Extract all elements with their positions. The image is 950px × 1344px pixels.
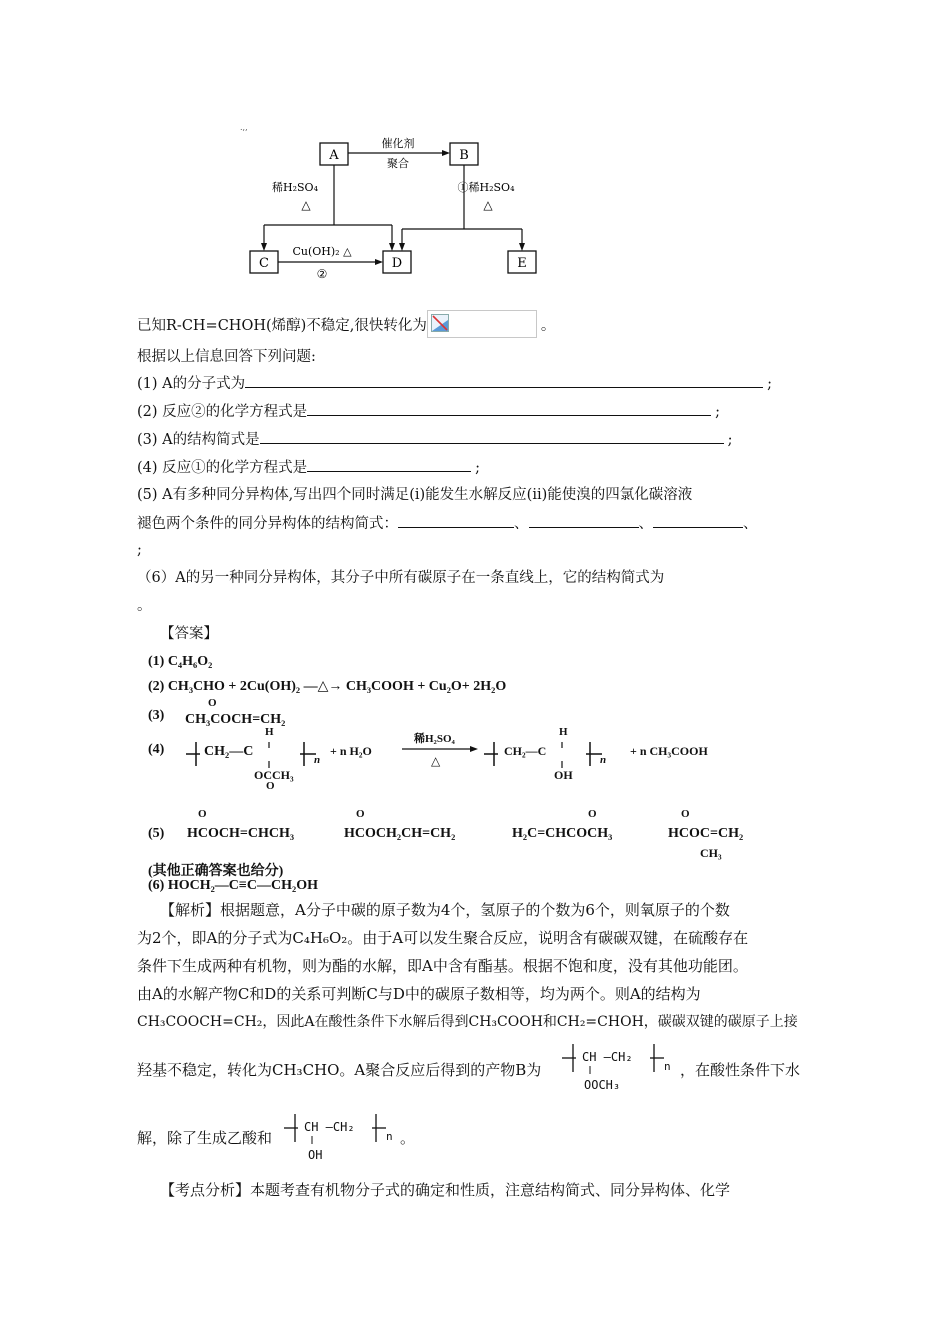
answer-4-prod-h: H: [559, 726, 568, 738]
kaodian-analysis: 【考点分析】本题考查有机物分子式的确定和性质，注意结构简式、同分异构体、化学: [160, 1181, 731, 1199]
known-prefix: 已知R-CH=CHOH(烯醇)不稳定,很快转化为: [137, 318, 427, 334]
analysis-line-4: 由A的水解产物C和D的关系可判断C与D中的碳原子数相等，均为两个。则A的结构为: [137, 985, 701, 1003]
q3-blank: [260, 429, 724, 444]
q5-blank-1: [398, 513, 514, 528]
q1-text: (1) A的分子式为: [137, 376, 246, 392]
answer-prompt: 根据以上信息回答下列问题:: [137, 349, 316, 365]
answer-4-heat: △: [431, 754, 441, 768]
answer-4: [148, 726, 748, 792]
left-heat: △: [301, 198, 311, 212]
q5-sep-2: 、: [638, 516, 653, 532]
answer-4-bracket-right: [480, 734, 620, 774]
label-d: D: [391, 256, 403, 271]
answer-3: CH₃COCH=CH₂: [185, 712, 286, 727]
answer-5-o-4: O: [681, 808, 690, 820]
q5-text: 褪色两个条件的同分异构体的结构简式：: [137, 516, 398, 532]
question-2: [137, 401, 720, 422]
label-b: B: [459, 148, 469, 163]
question-3: [137, 429, 733, 450]
answer-5-isomer-1: HCOCH=CHCH₃: [187, 826, 295, 841]
answer-4-reagent: 稀H₂SO₄: [414, 733, 455, 745]
right-reagent: ①稀H₂SO₄: [457, 181, 515, 194]
label-a: A: [329, 148, 339, 163]
answer-4-label: (4): [148, 742, 165, 757]
label-e: E: [517, 256, 527, 271]
left-reagent: 稀H₂SO₄: [272, 181, 318, 194]
polymer-b: [560, 1038, 690, 1098]
reaction-diagram: [240, 125, 570, 285]
reaction-diagram-svg: [240, 125, 570, 285]
q5-blank-2: [529, 513, 639, 528]
q5-sep-3: 、: [743, 516, 758, 532]
known-line: [137, 312, 555, 340]
answer-header: 【答案】: [160, 626, 218, 642]
answer-4-prod: CH₂—C: [504, 744, 547, 758]
question-5-line1: (5) A有多种同分异构体,写出四个同时满足(i)能发生水解反应(ii)能使溴的四氯化碳溶液: [137, 487, 693, 503]
q4-text: (4) 反应①的化学方程式是: [137, 460, 308, 476]
answer-4-arrow: [400, 744, 480, 754]
answer-4-prod-n: n: [600, 754, 607, 766]
answer-4-water: + n H₂O: [330, 744, 372, 758]
q5-blank-3: [653, 513, 743, 528]
question-5-line2: [137, 513, 758, 534]
q4-blank: [307, 457, 471, 472]
known-suffix: 。: [540, 318, 556, 334]
answer-5-isomer-4-sub: CH₃: [700, 846, 722, 860]
question-1: [137, 373, 772, 394]
analysis-line-3: 条件下生成两种有机物，则为酯的水解，即A中含有酯基。根据不饱和度，没有其他功能团。: [137, 957, 748, 975]
question-6: （6）A的另一种同分异构体，其分子中所有碳原子在一条直线上，它的结构简式为: [137, 570, 665, 586]
answer-5-o-3: O: [588, 808, 597, 820]
question-6-end: 。: [137, 598, 152, 614]
answer-3-label: (3): [148, 708, 165, 723]
answer-4-n: n: [314, 754, 321, 766]
analysis-line-6-end: ，在酸性条件下水: [680, 1061, 801, 1079]
answer-5-isomer-3: H₂C=CHCOCH₃: [512, 826, 613, 841]
answer-4-poly: CH₂—C: [204, 744, 254, 759]
q4-semicolon: ;: [475, 460, 481, 476]
answer-4-sub: OCCH₃: [254, 768, 294, 782]
label-c: C: [259, 256, 269, 271]
analysis-line-6: 羟基不稳定，转化为CH₃CHO。A聚合反应后得到的产物B为: [137, 1061, 542, 1079]
answer-1: (1) C₄H₆O₂: [148, 654, 213, 669]
answer-5-isomer-4: HCOC=CH₂: [668, 826, 744, 841]
answer-4-byproduct: + n CH₃COOH: [630, 744, 708, 758]
analysis-line-2: 为2个，即A的分子式为C₄H₆O₂。由于A可以发生聚合反应，说明含有碳碳双键，在硫酸存在: [137, 929, 749, 947]
analysis-line-7-end: 。: [400, 1129, 416, 1147]
catalyst-bottom: 聚合: [387, 157, 409, 170]
q2-blank: [307, 401, 711, 416]
answer-4-h: H: [265, 726, 274, 738]
answer-5-o-2: O: [356, 808, 365, 820]
answer-3-o: O: [208, 697, 217, 709]
q3-semicolon: ;: [727, 432, 733, 448]
catalyst-top: 催化剂: [381, 137, 415, 150]
analysis-line-5: CH₃COOCH=CH₂，因此A在酸性条件下水解后得到CH₃COOH和CH₂=CHOH，碳碳双键的碳原子上接: [137, 1014, 798, 1030]
answer-4-o: O: [266, 780, 275, 792]
q5-sep-1: 、: [514, 516, 529, 532]
polymer-d-sub: OH: [308, 1148, 323, 1162]
answer-5-note: (其他正确答案也给分): [148, 864, 284, 879]
polymer-d: [282, 1108, 402, 1168]
cuoh-number: ②: [316, 267, 328, 281]
q3-text: (3) A的结构简式是: [137, 432, 260, 448]
answer-5-o-1: O: [198, 808, 207, 820]
broken-image-icon: [427, 310, 537, 338]
q2-text: (2) 反应②的化学方程式是: [137, 404, 308, 420]
analysis-line-1: 【解析】根据题意，A分子中碳的原子数为4个，氢原子的个数为6个，则氧原子的个数: [160, 901, 730, 919]
polymer-b-n: n: [664, 1060, 671, 1073]
answer-5-label: (5): [148, 826, 165, 841]
question-5-end: ;: [137, 542, 142, 558]
answer-5-isomer-2: HCOCH₂CH=CH₂: [344, 826, 456, 841]
analysis-line-7: 解，除了生成乙酸和: [137, 1129, 273, 1147]
answer-2: (2) CH₃CHO + 2Cu(OH)₂ —△→ CH₃COOH + Cu₂O+ 2H₂O: [148, 679, 507, 694]
q1-semicolon: ;: [767, 376, 773, 392]
polymer-b-sub: OOCH₃: [584, 1078, 621, 1092]
cuoh-label: Cu(OH)₂ △: [292, 245, 352, 258]
polymer-d-chain: CH —CH₂: [304, 1120, 355, 1134]
polymer-b-chain: CH —CH₂: [582, 1050, 633, 1064]
svg-text:.,,: .,,: [240, 125, 248, 132]
q2-semicolon: ;: [715, 404, 721, 420]
q1-blank: [245, 373, 763, 388]
question-4: [137, 457, 480, 478]
polymer-d-n: n: [386, 1130, 393, 1143]
right-heat: △: [483, 198, 493, 212]
answer-6: (6) HOCH₂—C≡C—CH₂OH: [148, 878, 318, 893]
answer-4-prod-sub: OH: [554, 768, 573, 782]
